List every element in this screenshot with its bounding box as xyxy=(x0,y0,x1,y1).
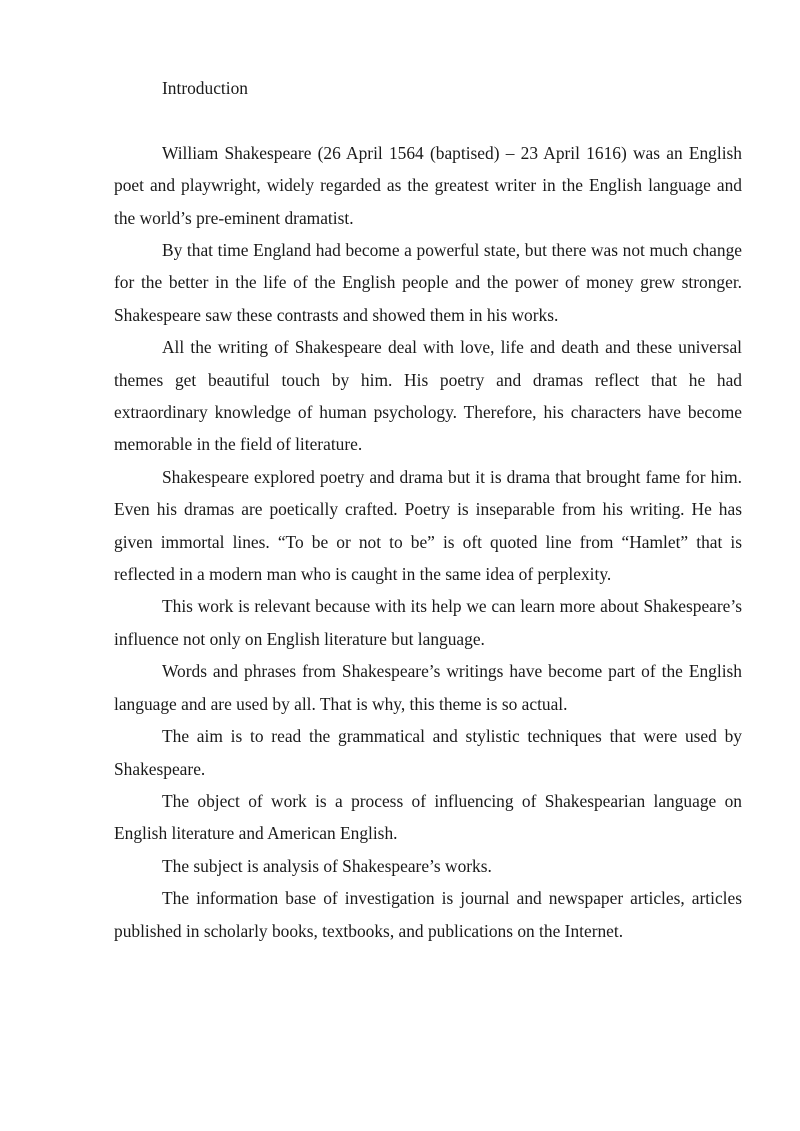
paragraph-words-phrases: Words and phrases from Shakespeare’s writings have become part of the English language and are used by all. That is why, this theme is so actual. xyxy=(114,661,742,714)
paragraph-poetry-drama: Shakespeare explored poetry and drama but it is drama that brought fame for him. Even his dramas are poetically crafted. Poetry is inseparable from his writing. He has given immortal lines. “To be or not to be” is oft quoted line from “Hamlet” that is reflected in a modern man who is caught in the same idea of perplexity. xyxy=(114,466,742,585)
paragraph-shakespeare-bio: William Shakespeare (26 April 1564 (baptised) – 23 April 1616) was an English poet and playwright, widely regarded as the greatest writer in the English language and the world’s pre-eminent dramatist. xyxy=(114,142,742,228)
paragraph-aim: The aim is to read the grammatical and stylistic techniques that were used by Shakespeare. xyxy=(114,726,742,779)
heading-spacer xyxy=(114,104,742,136)
paragraph-information-base: The information base of investigation is journal and newspaper articles, articles published in scholarly books, textbooks, and publications on the Internet. xyxy=(114,888,742,941)
paragraph-england-context: By that time England had become a powerful state, but there was not much change for the better in the life of the English people and the power of money grew stronger. Shakespeare saw these contrasts and showed them in his works. xyxy=(114,240,742,325)
paragraph-relevance: This work is relevant because with its help we can learn more about Shakespeare’s influence not only on English literature but language. xyxy=(114,596,742,649)
paragraph-themes: All the writing of Shakespeare deal with love, life and death and these universal themes get beautiful touch by him. His poetry and dramas reflect that he had extraordinary knowledge of human psychology. Therefore, his characters have become memorable in the field of literature. xyxy=(114,337,742,455)
section-heading: Introduction xyxy=(162,78,248,98)
paragraph-subject: The subject is analysis of Shakespeare’s works. xyxy=(162,855,492,876)
document-body xyxy=(114,72,742,947)
paragraph-object: The object of work is a process of influencing of Shakespearian language on English literature and American English. xyxy=(114,790,742,844)
